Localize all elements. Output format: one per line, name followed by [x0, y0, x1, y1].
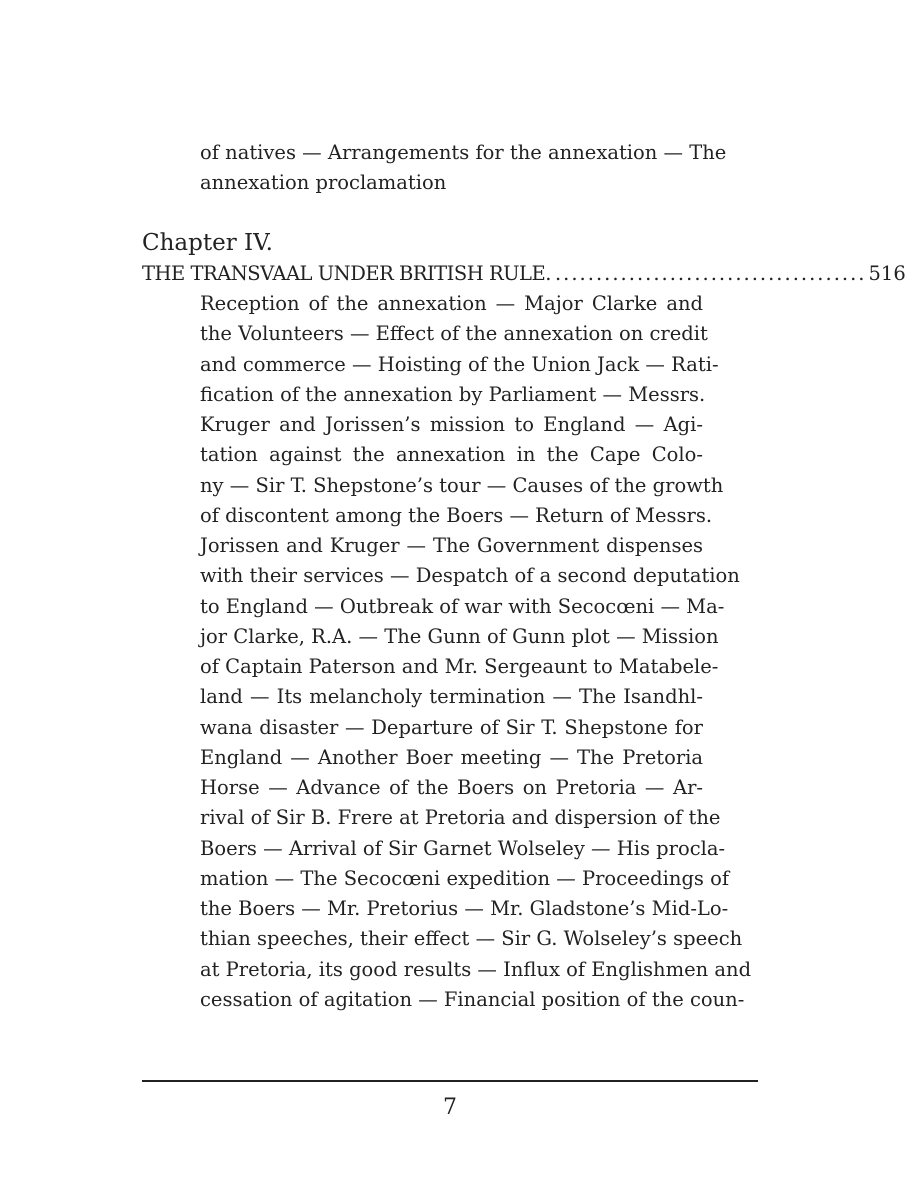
chapter-title: THE TRANSVAAL UNDER BRITISH RULE.	[142, 262, 551, 285]
summary-line: England — Another Boer meeting — The Pretoria	[200, 745, 703, 769]
summary-line: Kruger and Jorissen’s mission to England — Agi-	[200, 413, 703, 436]
chapter-label: Chapter IV.	[142, 230, 273, 256]
summary-line: ny — Sir T. Shepstone’s tour — Causes of the growth	[200, 473, 724, 497]
summary-line: of Captain Paterson and Mr. Sergeaunt to Matabele-	[200, 655, 719, 678]
chapter-page-reference: 516	[868, 262, 906, 285]
toc-entry[interactable]	[142, 258, 906, 290]
summary-line: the Boers — Mr. Pretorius — Mr. Gladstone’s Mid-Lo-	[200, 897, 729, 920]
summary-line: tation against the annexation in the Cape Colo-	[200, 443, 703, 467]
summary-line: the Volunteers — Effect of the annexation on credit	[200, 322, 708, 346]
summary-line: with their services — Despatch of a second deputation	[200, 564, 740, 588]
summary-line: cessation of agitation — Financial position of the coun-	[200, 987, 745, 1011]
footer-rule	[142, 1080, 758, 1082]
summary-line: Jorissen and Kruger — The Government dispenses	[200, 534, 703, 557]
summary-line: thian speeches, their effect — Sir G. Wolseley’s speech	[200, 927, 743, 951]
summary-line: Horse — Advance of the Boers on Pretoria — Ar-	[200, 776, 703, 799]
summary-line: to England — Outbreak of war with Secocœni — Ma-	[200, 594, 725, 618]
page-number: 7	[443, 1095, 457, 1120]
summary-line: Reception of the annexation — Major Clarke and	[200, 292, 703, 315]
summary-line: jor Clarke, R.A. — The Gunn of Gunn plot — Mission	[200, 624, 719, 648]
summary-line: fication of the annexation by Parliament — Messrs.	[200, 382, 706, 406]
summary-line: of discontent among the Boers — Return of Messrs.	[200, 503, 713, 527]
summary-line: at Pretoria, its good results — Influx of Englishmen and	[200, 957, 752, 981]
dot-leader: ......................................	[554, 262, 867, 285]
summary-line: wana disaster — Departure of Sir T. Shepstone for	[200, 715, 703, 739]
summary-line: and commerce — Hoisting of the Union Jack — Rati-	[200, 352, 719, 376]
summary-line: land — Its melancholy termination — The Isandhl-	[200, 685, 703, 709]
previous-chapter-summary-continuation	[200, 138, 727, 199]
summary-line: Boers — Arrival of Sir Garnet Wolseley — His procla-	[200, 836, 726, 860]
chapter-summary	[200, 289, 752, 1015]
summary-line: rival of Sir B. Frere at Pretoria and dispersion of the	[200, 806, 721, 830]
summary-line: mation — The Secocœni expedition — Proceedings of	[200, 866, 730, 890]
summary-line: annexation proclamation	[200, 171, 447, 195]
summary-line: of natives — Arrangements for the annexation — The	[200, 141, 727, 164]
